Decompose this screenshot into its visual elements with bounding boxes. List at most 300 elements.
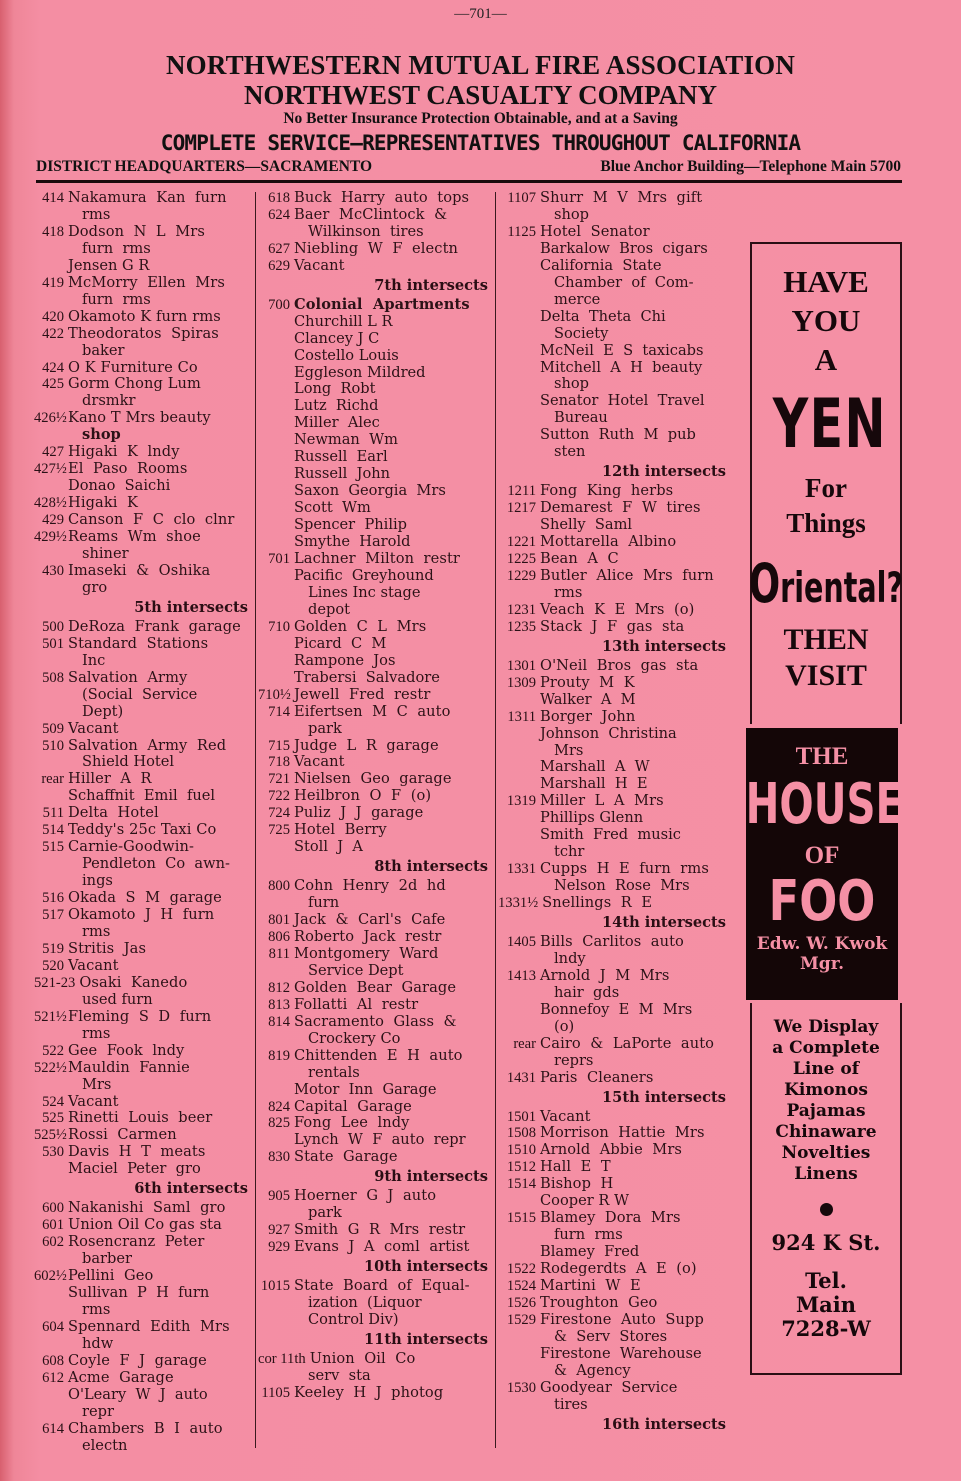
directory-entry xyxy=(34,839,252,856)
cross-street-heading: 9th intersects xyxy=(374,1168,488,1186)
ad-oriental-rest: riental? xyxy=(780,563,904,612)
street-number: 514 xyxy=(42,822,64,839)
street-number: 1225 xyxy=(506,551,536,568)
entry-continuation: rentals xyxy=(308,1063,360,1081)
occupant-name: Okada S M garage xyxy=(68,889,222,907)
directory-entry xyxy=(258,1239,492,1256)
directory-entry xyxy=(34,495,252,512)
entry-continuation: Society xyxy=(554,324,609,342)
directory-entry xyxy=(498,1210,730,1227)
directory-entry xyxy=(498,934,730,951)
directory-entry xyxy=(498,1261,730,1278)
street-number: 525 xyxy=(42,1110,64,1127)
directory-entry xyxy=(498,861,730,878)
ad-for: For xyxy=(805,473,847,503)
occupant-name: Fleming S D furn xyxy=(68,1007,212,1025)
ad-tel-line: Tel. xyxy=(805,1268,847,1293)
street-number: cor 11th xyxy=(258,1350,306,1367)
occupant-name: Butler Alice Mrs furn xyxy=(540,566,714,584)
street-number: 1105 xyxy=(261,1384,290,1401)
directory-entry: Cooper R W xyxy=(540,1192,629,1210)
directory-entry: Barkalow Bros cigars xyxy=(540,239,708,257)
occupant-name: Vacant xyxy=(540,1107,591,1125)
occupant-name: Nakamura Kan furn xyxy=(68,189,227,206)
occupant-name: Chittenden E H auto xyxy=(294,1046,463,1064)
directory-entry xyxy=(498,1142,730,1159)
occupant-name: Hotel Senator xyxy=(540,222,650,240)
street-number: 602½ xyxy=(34,1268,67,1285)
directory-entry xyxy=(34,771,252,788)
occupant-name: Kano T Mrs beauty xyxy=(68,409,211,427)
entry-continuation: Mrs xyxy=(82,1075,112,1093)
entry-continuation: barber xyxy=(82,1250,132,1268)
directory-entry xyxy=(258,754,492,771)
directory-entry xyxy=(498,551,730,568)
ad-display-line: Line of xyxy=(792,1059,860,1079)
entry-continuation: electn xyxy=(82,1436,128,1454)
occupant-name: Carnie-Goodwin- xyxy=(68,838,195,856)
entry-continuation: drsmkr xyxy=(82,392,136,410)
ad-manager-name: Edw. W. Kwok xyxy=(756,934,888,954)
directory-entry xyxy=(258,551,492,568)
street-number: 427 xyxy=(42,444,64,461)
directory-entry: Costello Louis xyxy=(294,346,399,364)
ad-then: THEN xyxy=(783,623,869,656)
directory-entry xyxy=(498,1159,730,1176)
occupant-name: Baer McClintock & xyxy=(294,205,448,223)
directory-entry xyxy=(498,619,730,636)
street-number: 722 xyxy=(268,788,290,805)
ad-display-line: We Display xyxy=(773,1017,879,1037)
directory-entry xyxy=(498,1380,730,1397)
directory-entry xyxy=(258,738,492,755)
directory-entry: Smythe Harold xyxy=(294,533,411,551)
entry-continuation: ization (Liquor xyxy=(308,1294,422,1311)
occupant-name: Capital Garage xyxy=(294,1097,412,1115)
occupant-name: Bishop H xyxy=(540,1175,614,1193)
directory-entry xyxy=(258,1115,492,1132)
street-number: 418 xyxy=(42,223,64,240)
directory-entry: Lutz Richd xyxy=(294,397,379,415)
ad-house: HOUSE xyxy=(745,772,904,837)
directory-entry xyxy=(34,512,252,529)
directory-entry xyxy=(34,326,252,343)
entry-continuation: rms xyxy=(82,1024,111,1042)
street-number: 524 xyxy=(42,1093,64,1110)
header-building: Blue Anchor Building—Telephone Main 5700 xyxy=(600,158,901,175)
street-number: 614 xyxy=(42,1420,64,1437)
cross-street-heading: 10th intersects xyxy=(364,1258,488,1276)
occupant-name: Montgomery Ward xyxy=(294,944,439,962)
entry-continuation: Nelson Rose Mrs xyxy=(554,877,690,895)
cross-street-heading: 5th intersects xyxy=(134,598,248,616)
occupant-name: Goodyear Service xyxy=(540,1378,678,1396)
street-number: 718 xyxy=(268,754,290,771)
street-number: 414 xyxy=(42,190,64,206)
occupant-name: Vacant xyxy=(294,753,345,771)
directory-entry xyxy=(34,805,252,822)
occupant-name: Veach K E Mrs (o) xyxy=(540,600,695,618)
street-number: 600 xyxy=(42,1200,64,1217)
street-number: 520 xyxy=(42,957,64,974)
occupant-name: Vacant xyxy=(68,1092,119,1110)
street-number: 1529 xyxy=(506,1311,536,1328)
directory-entry xyxy=(34,1353,252,1370)
occupant-name: Mauldin Fannie xyxy=(68,1058,190,1076)
street-number: 425 xyxy=(42,376,64,393)
occupant-name: Arnold J M Mrs xyxy=(540,966,670,984)
cross-street-heading: 6th intersects xyxy=(134,1180,248,1198)
street-number: 1301 xyxy=(506,657,536,674)
street-number: 710 xyxy=(268,618,290,635)
directory-entry xyxy=(34,1421,252,1438)
street-number: 725 xyxy=(268,822,290,839)
entry-continuation: furn rms xyxy=(82,239,151,257)
entry-continuation: Mrs xyxy=(554,741,584,759)
street-number: 1508 xyxy=(506,1125,536,1142)
occupant-name: Blamey Dora Mrs xyxy=(540,1209,681,1227)
street-number: 1526 xyxy=(506,1295,536,1311)
street-number: 824 xyxy=(268,1098,290,1115)
directory-entry: Eggleson Mildred xyxy=(294,363,426,381)
directory-entry: Clancey J C xyxy=(294,329,380,347)
street-number: 1231 xyxy=(506,601,536,618)
street-number: 522½ xyxy=(34,1059,67,1076)
entry-continuation: shop xyxy=(554,205,590,223)
directory-entry xyxy=(34,738,252,755)
occupant-name: Nakanishi Saml gro xyxy=(68,1199,226,1217)
entry-continuation: Shield Hotel xyxy=(82,753,175,771)
street-number: 522 xyxy=(42,1042,64,1059)
ad-have: HAVE xyxy=(783,264,869,299)
entry-continuation: Bureau xyxy=(554,409,608,427)
street-number: 819 xyxy=(268,1047,290,1064)
occupant-name: Niebling W F electn xyxy=(294,239,459,257)
occupant-name: Buck Harry auto tops xyxy=(294,189,470,206)
occupant-name: Rossi Carmen xyxy=(68,1126,177,1144)
ad-address: 924 K St. xyxy=(771,1230,881,1255)
entry-continuation: lndy xyxy=(554,949,586,967)
street-number: 927 xyxy=(268,1222,290,1239)
occupant-name: Stack J F gas sta xyxy=(540,617,685,635)
occupant-name: Arnold Abbie Mrs xyxy=(540,1141,683,1159)
entry-continuation: hdw xyxy=(82,1334,114,1352)
directory-entry: O'Leary W J auto xyxy=(68,1385,208,1403)
directory-entry xyxy=(34,670,252,687)
directory-entry xyxy=(258,1188,492,1205)
street-number: 424 xyxy=(42,359,64,376)
directory-entry xyxy=(498,1109,730,1126)
street-number: 629 xyxy=(268,257,290,274)
ad-visit: VISIT xyxy=(785,659,867,692)
occupant-name: O K Furniture Co xyxy=(68,358,198,376)
street-number: 521½ xyxy=(34,1008,67,1025)
directory-entry xyxy=(34,1217,252,1234)
street-number: 905 xyxy=(268,1188,290,1205)
ad-things: Things xyxy=(786,508,866,538)
street-number: 1522 xyxy=(506,1261,536,1278)
directory-entry xyxy=(258,912,492,929)
occupant-name: Puliz J J garage xyxy=(294,804,424,822)
cross-street-heading: 12th intersects xyxy=(602,463,726,481)
street-number: 1512 xyxy=(506,1159,536,1176)
occupant-name: Prouty M K xyxy=(540,673,635,691)
occupant-name: Eifertsen M C auto xyxy=(294,702,451,720)
directory-entry xyxy=(258,929,492,946)
directory-entry xyxy=(498,1176,730,1193)
directory-entry: Marshall A W xyxy=(540,758,650,776)
occupant-name: Evans J A coml artist xyxy=(294,1238,470,1256)
directory-entry xyxy=(258,1014,492,1031)
directory-entry: Long Robt xyxy=(294,380,376,398)
entry-continuation: Chamber of Com- xyxy=(554,273,694,291)
entry-continuation: Service Dept xyxy=(308,961,404,979)
entry-continuation: used furn xyxy=(82,990,153,1008)
column-divider xyxy=(255,192,256,1448)
entry-continuation: rms xyxy=(82,922,111,940)
occupant-name: O'Neil Bros gas sta xyxy=(540,656,699,674)
directory-entry xyxy=(258,997,492,1014)
occupant-name: Morrison Hattie Mrs xyxy=(540,1124,705,1142)
entry-continuation: Dept) xyxy=(82,702,124,720)
entry-continuation: gro xyxy=(82,578,108,596)
street-number: 814 xyxy=(268,1013,290,1030)
directory-entry xyxy=(34,890,252,907)
directory-entry: Saxon Georgia Mrs xyxy=(294,482,446,500)
directory-entry xyxy=(258,1099,492,1116)
bullet-icon xyxy=(820,1203,833,1216)
street-number: 500 xyxy=(42,618,64,635)
directory-entry xyxy=(258,771,492,788)
occupant-name: Cohn Henry 2d hd xyxy=(294,877,446,895)
entry-continuation: Inc xyxy=(82,651,106,669)
occupant-name: Follatti Al restr xyxy=(294,995,419,1013)
ad-tel-line: 7228-W xyxy=(781,1316,871,1341)
occupant-name: Okamoto K furn rms xyxy=(68,307,221,325)
occupant-name: Theodoratos Spiras xyxy=(68,324,219,342)
directory-entry xyxy=(34,563,252,580)
directory-entry xyxy=(498,709,730,726)
occupant-name: Judge L R garage xyxy=(294,736,439,754)
street-number: 800 xyxy=(268,878,290,895)
entry-continuation: tires xyxy=(554,1395,588,1413)
street-number: 510 xyxy=(42,737,64,754)
street-number: 715 xyxy=(268,737,290,754)
occupant-name: Nielsen Geo garage xyxy=(294,770,452,788)
occupant-name: Rinetti Louis beer xyxy=(68,1109,213,1127)
directory-entry xyxy=(34,309,252,326)
occupant-name: Salvation Army xyxy=(68,668,188,686)
entry-continuation: & Serv Stores xyxy=(554,1327,668,1345)
header-rule xyxy=(36,180,902,183)
occupant-name: El Paso Rooms xyxy=(68,460,188,478)
street-number: 830 xyxy=(268,1149,290,1166)
occupant-name: Standard Stations xyxy=(68,634,209,652)
directory-entry xyxy=(34,360,252,377)
occupant-name: Hoerner G J auto xyxy=(294,1187,437,1205)
directory-entry: Trabersi Salvadore xyxy=(294,668,440,686)
entry-continuation: Wilkinson tires xyxy=(308,222,424,240)
street-number: 516 xyxy=(42,890,64,907)
entry-continuation: (Social Service xyxy=(82,685,198,703)
directory-entry xyxy=(498,968,730,985)
entry-continuation: furn rms xyxy=(554,1226,623,1244)
directory-entry xyxy=(258,822,492,839)
occupant-name: Canson F C clo clnr xyxy=(68,511,235,529)
occupant-name: Bean A C xyxy=(540,550,619,568)
directory-entry xyxy=(34,224,252,241)
cross-street-heading: 11th intersects xyxy=(364,1330,488,1348)
directory-entry: Mitchell A H beauty xyxy=(540,358,703,376)
directory-entry: Walker A M xyxy=(540,690,636,708)
occupant-name: Fong King herbs xyxy=(540,482,674,500)
street-number: 1413 xyxy=(506,967,536,984)
directory-entry xyxy=(498,1125,730,1142)
directory-entry xyxy=(34,275,252,292)
directory-entry: California State xyxy=(540,256,662,274)
directory-entry xyxy=(498,658,730,675)
street-number: 1524 xyxy=(506,1278,536,1295)
ad-tel-line: Main xyxy=(795,1292,857,1317)
directory-entry: Miller Alec xyxy=(294,414,380,432)
directory-entry xyxy=(34,1094,252,1111)
entry-continuation: hair gds xyxy=(554,983,620,1001)
directory-entry xyxy=(498,568,730,585)
directory-entry xyxy=(34,1370,252,1387)
directory-entry xyxy=(34,1110,252,1127)
street-number: rear xyxy=(41,771,64,788)
directory-entry xyxy=(498,1070,730,1087)
directory-entry xyxy=(258,207,492,224)
ad-you: YOU xyxy=(791,303,861,338)
occupant-name: Paris Cleaners xyxy=(540,1068,654,1086)
occupant-name: Rodegerdts A E (o) xyxy=(540,1260,697,1278)
street-number: 721 xyxy=(268,771,290,788)
directory-entry xyxy=(258,980,492,997)
directory-entry xyxy=(34,461,252,478)
occupant-name: Gee Fook lndy xyxy=(68,1041,185,1059)
header-company-2: NORTHWEST CASUALTY COMPANY xyxy=(243,80,718,110)
street-number: 420 xyxy=(42,308,64,325)
directory-entry xyxy=(34,822,252,839)
ad-display-line: Chinaware xyxy=(775,1122,877,1142)
directory-column-3 xyxy=(498,190,730,1436)
occupant-name: Hotel Berry xyxy=(294,821,387,839)
occupant-name: Dodson N L Mrs xyxy=(68,222,205,240)
directory-entry xyxy=(258,1385,492,1402)
header-company-1: NORTHWESTERN MUTUAL FIRE ASSOCIATION xyxy=(165,50,796,80)
occupant-name: Higaki K lndy xyxy=(68,443,180,461)
ad-display-line: Linens xyxy=(794,1164,858,1184)
column-divider xyxy=(495,192,496,1448)
street-number: 509 xyxy=(42,720,64,737)
header-service: COMPLETE SERVICE—REPRESENTATIVES THROUGHOUT CALIFORNIA xyxy=(160,131,801,155)
cross-street-heading: 14th intersects xyxy=(602,914,726,932)
ad-foo: FOO xyxy=(768,869,876,934)
occupant-name: Golden C L Mrs xyxy=(294,617,427,635)
directory-entry xyxy=(498,534,730,551)
street-number: 602 xyxy=(42,1234,64,1251)
directory-entry xyxy=(258,704,492,721)
entry-continuation: shiner xyxy=(82,545,129,563)
street-number: 604 xyxy=(42,1318,64,1335)
directory-entry xyxy=(34,410,252,427)
street-number: 929 xyxy=(268,1239,290,1256)
directory-entry: Shelly Saml xyxy=(540,516,633,534)
occupant-name: Higaki K xyxy=(68,494,139,512)
occupant-name: Pellini Geo xyxy=(68,1267,154,1285)
street-number: 429 xyxy=(42,512,64,529)
occupant-name: Stritis Jas xyxy=(68,939,147,957)
street-number: 1015 xyxy=(260,1278,290,1295)
directory-entry xyxy=(34,1234,252,1251)
directory-entry xyxy=(34,1319,252,1336)
directory-entry xyxy=(258,1278,492,1295)
entry-continuation: park xyxy=(308,1204,342,1222)
occupant-name: Davis H T meats xyxy=(68,1143,206,1161)
occupant-name: Firestone Auto Supp xyxy=(540,1310,704,1328)
directory-entry xyxy=(34,529,252,546)
directory-entry xyxy=(34,941,252,958)
directory-entry: Scott Wm xyxy=(294,499,371,517)
directory-entry xyxy=(498,1295,730,1312)
cross-street-heading: 15th intersects xyxy=(602,1088,726,1106)
directory-entry xyxy=(258,1048,492,1065)
cross-street-heading: 13th intersects xyxy=(602,637,726,655)
directory-entry xyxy=(34,376,252,393)
ad-manager-title: Mgr. xyxy=(799,954,845,974)
entry-continuation: (o) xyxy=(554,1017,575,1035)
directory-entry: Churchill L R xyxy=(294,312,393,330)
ad-display-list xyxy=(752,1017,900,1185)
entry-continuation: Control Div) xyxy=(308,1310,399,1328)
cross-street-heading: 7th intersects xyxy=(374,276,488,294)
ad-display-line: Pajamas xyxy=(786,1101,866,1121)
entry-continuation: ings xyxy=(82,872,113,890)
street-number: 430 xyxy=(42,562,64,579)
street-number: 1211 xyxy=(507,483,536,500)
header-district: DISTRICT HEADQUARTERS—SACRAMENTO xyxy=(36,158,373,175)
entry-continuation: tchr xyxy=(554,843,585,861)
street-number: 1331 xyxy=(506,861,536,878)
occupant-name: State Board of Equal- xyxy=(294,1277,470,1295)
directory-entry: Jensen G R xyxy=(68,256,150,274)
occupant-name: Rosencranz Peter xyxy=(68,1233,205,1251)
ad-display-line: Kimonos xyxy=(784,1080,868,1100)
directory-entry xyxy=(498,675,730,692)
directory-entry xyxy=(258,687,492,704)
directory-entry: Rampone Jos xyxy=(294,651,396,669)
occupant-name: Vacant xyxy=(68,719,119,737)
occupant-name: Gorm Chong Lum xyxy=(68,375,201,393)
directory-entry xyxy=(498,483,730,500)
street-number: 811 xyxy=(268,945,290,962)
street-number: 501 xyxy=(42,635,64,652)
occupant-name: Snellings R E xyxy=(542,894,653,912)
street-number: 1530 xyxy=(506,1379,536,1396)
entry-continuation: rms xyxy=(82,205,111,223)
directory-entry: Johnson Christina xyxy=(540,724,677,742)
directory-entry xyxy=(34,444,252,461)
street-number: 1235 xyxy=(506,618,536,635)
directory-entry: Marshall H E xyxy=(540,775,648,793)
directory-entry xyxy=(34,1060,252,1077)
directory-column-1 xyxy=(34,190,252,1455)
directory-entry: Bonnefoy E M Mrs xyxy=(540,1000,693,1018)
directory-entry xyxy=(258,241,492,258)
street-number: 511 xyxy=(42,805,64,822)
directory-entry: Phillips Glenn xyxy=(540,809,644,827)
